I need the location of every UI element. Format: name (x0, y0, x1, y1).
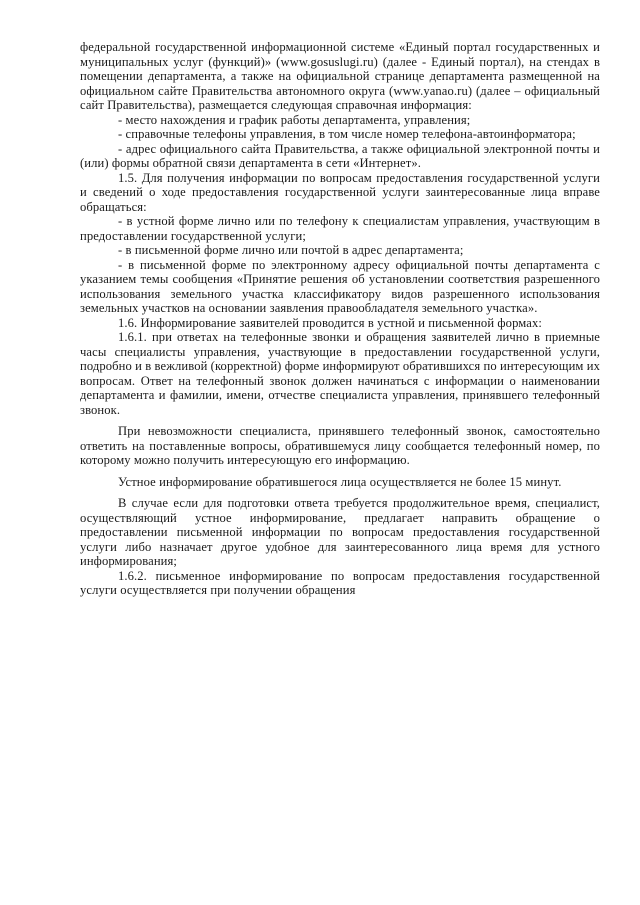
paragraph-impossibility: При невозможности специалиста, принявшего телефонный звонок, самостоятельно ответить на поставленные вопросы, обратившемуся лицу сообщается телефонный номер, по которому можно получить интересующую его информацию. (80, 424, 600, 467)
paragraph-1-6: 1.6. Информирование заявителей проводится в устной и письменной формах: (118, 315, 542, 330)
paragraph-1-5: 1.5. Для получения информации по вопросам предоставления государственной услуги и сведений о ходе предоставления государственной услуги заинтересованные лица вправе обращаться: (80, 170, 600, 214)
paragraph-duration: Устное информирование обратившегося лица осуществляется не более 15 минут. (118, 474, 562, 489)
paragraph-long-answer: В случае если для подготовки ответа требуется продолжительное время, специалист, осуществляющий устное информирование, предлагает направить обращение о предоставлении письменной информации по вопросам предоставления государственной услуги либо назначает другое удобное для заинтересованного лица время для устного информирования; (80, 496, 600, 568)
document-page (80, 40, 600, 598)
list-item-written: - в письменной форме лично или почтой в адрес департамента; (118, 243, 464, 257)
list-item-location: - место нахождения и график работы департамента, управления; (118, 112, 471, 127)
list-item-website: - адрес официального сайта Правительства, а также официальной электронной почты и (или) формы обратной связи департамента в сети «Интернет». (80, 141, 600, 170)
paragraph-1-6-2: 1.6.2. письменное информирование по вопросам предоставления государственной услуги осуществляется при получении обращения (80, 568, 600, 597)
list-item-electronic: - в письменной форме по электронному адресу официальной почты департамента с указанием темы сообщения «Принятие решения об установлении соответствия разрешенного использования земельного участка классификатору видов разрешенного использования земельных участков на основании заявления правообладателя земельного участка». (80, 257, 600, 315)
paragraph-1-6-1: 1.6.1. при ответах на телефонные звонки и обращения заявителей лично в приемные часы специалисты управления, участвующие в предоставлении государственной услуги, подробно и в вежливой (корректной) форме информируют обратившихся по интересующим их вопросам. Ответ на телефонный звонок должен начинаться с информации о наименовании департамента и фамилии, имени, отчестве специалиста управления, принявшего телефонный звонок. (80, 330, 600, 417)
list-item-phones: - справочные телефоны управления, в том числе номер телефона-автоинформатора; (118, 127, 576, 141)
paragraph-intro: федеральной государственной информационной системе «Единый портал государственных и муниципальных услуг (функций)» (www.gosuslugi.ru) (далее - Единый портал), на стендах в помещении департамента, а также на официальной странице департамента размещенной на официальном сайте Правительства автономного округа (www.yanao.ru) (далее – официальный сайт Правительства), размещается следующая справочная информация: (80, 40, 600, 112)
list-item-oral: - в устной форме лично или по телефону к специалистам управления, участвующим в предоставлении государственной услуги; (80, 214, 600, 243)
